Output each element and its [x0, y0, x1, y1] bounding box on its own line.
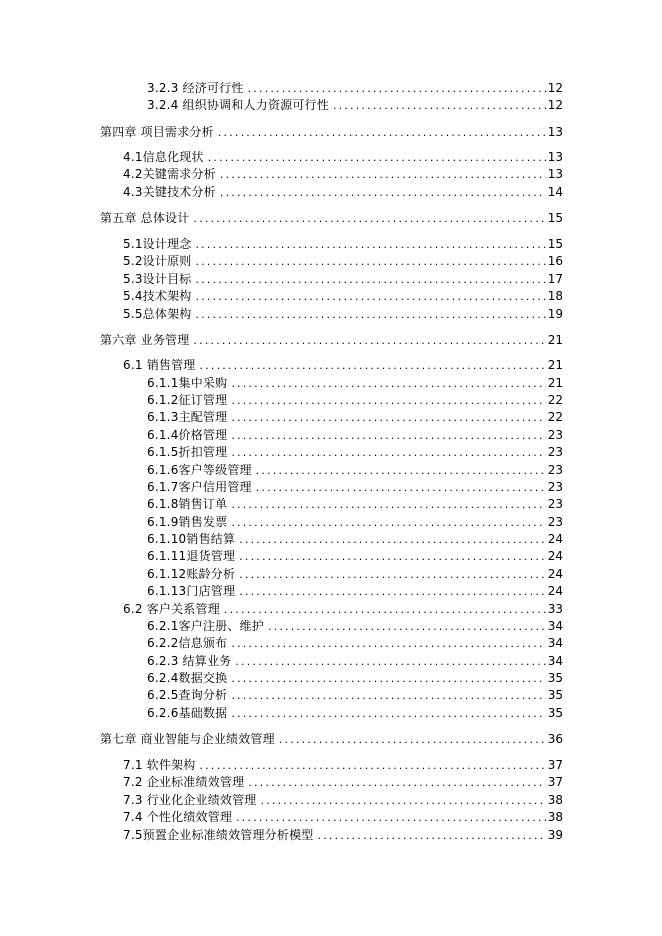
toc-entry-title: 6.2.3 结算业务 — [147, 654, 232, 668]
toc-page-number: 13 — [547, 150, 563, 164]
dot-leader — [318, 828, 546, 844]
toc-entry-title: 第五章 总体设计 — [100, 211, 190, 225]
dot-leader — [193, 333, 545, 349]
toc-entry[interactable] — [100, 332, 563, 348]
toc-entry[interactable] — [123, 357, 563, 373]
toc-entry[interactable] — [147, 635, 563, 651]
toc-entry[interactable] — [147, 548, 563, 564]
toc-entry-title: 6.1.11退货管理 — [147, 549, 236, 563]
toc-entry[interactable] — [147, 514, 563, 530]
toc-entry-title: 7.3 行业化企业绩效管理 — [123, 793, 257, 807]
toc-entry-title: 4.3关键技术分析 — [123, 185, 216, 199]
dot-leader — [236, 810, 546, 826]
toc-entry-title: 6.1.1集中采购 — [147, 376, 228, 390]
toc-page-number: 38 — [547, 793, 563, 807]
toc-entry[interactable] — [123, 306, 563, 322]
toc-entry-title: 5.3设计目标 — [123, 272, 192, 286]
dot-leader — [195, 254, 545, 270]
toc-entry[interactable] — [123, 774, 563, 790]
toc-entry-title: 4.1信息化现状 — [123, 150, 204, 164]
dot-leader — [231, 671, 545, 687]
toc-entry-title: 5.1设计理念 — [123, 237, 192, 251]
toc-entry[interactable] — [147, 687, 563, 703]
dot-leader — [200, 758, 546, 774]
toc-page-number: 35 — [547, 688, 563, 702]
dot-leader — [268, 619, 546, 635]
toc-page-number: 23 — [547, 428, 563, 442]
toc-entry-title: 3.2.3 经济可行性 — [147, 81, 244, 95]
toc-entry-title: 6.1.5折扣管理 — [147, 445, 228, 459]
toc-page-number: 22 — [547, 410, 563, 424]
toc-entry[interactable] — [147, 80, 563, 96]
toc-entry[interactable] — [100, 731, 563, 747]
toc-page-number: 24 — [547, 584, 563, 598]
toc-entry-title: 3.2.4 组织协调和人力资源可行性 — [147, 98, 329, 112]
toc-entry[interactable] — [147, 531, 563, 547]
dot-leader — [195, 272, 545, 288]
toc-page-number: 18 — [547, 289, 563, 303]
toc-entry-title: 6.1.2征订管理 — [147, 393, 228, 407]
dot-leader — [279, 732, 546, 748]
dot-leader — [248, 775, 545, 791]
toc-entry[interactable] — [123, 253, 563, 269]
toc-page-number: 23 — [547, 445, 563, 459]
toc-entry[interactable] — [123, 757, 563, 773]
toc-entry[interactable] — [100, 210, 563, 226]
toc-entry-title: 6.1.13门店管理 — [147, 584, 236, 598]
dot-leader — [333, 98, 546, 114]
dot-leader — [248, 81, 546, 97]
dot-leader — [193, 211, 545, 227]
toc-entry[interactable] — [147, 479, 563, 495]
toc-entry-title: 5.4技术架构 — [123, 289, 192, 303]
toc-page-number: 33 — [547, 602, 563, 616]
toc-entry-title: 5.5总体架构 — [123, 307, 192, 321]
toc-page-number: 34 — [547, 619, 563, 633]
toc-entry[interactable] — [147, 392, 563, 408]
toc-entry-title: 6.1.10销售结算 — [147, 532, 236, 546]
toc-entry-title: 第四章 项目需求分析 — [100, 125, 214, 139]
toc-entry-title: 6.2 客户关系管理 — [123, 602, 220, 616]
dot-leader — [231, 688, 545, 704]
toc-entry-title: 6.1.7客户信用管理 — [147, 480, 252, 494]
toc-page-number: 35 — [547, 671, 563, 685]
toc-entry[interactable] — [123, 792, 563, 808]
toc-entry-title: 第六章 业务管理 — [100, 333, 190, 347]
toc-page-number: 37 — [547, 758, 563, 772]
dot-leader — [195, 237, 545, 253]
toc-entry[interactable] — [147, 496, 563, 512]
toc-page-number: 36 — [547, 732, 563, 746]
toc-entry-title: 6.2.5查询分析 — [147, 688, 228, 702]
toc-entry-title: 7.4 个性化绩效管理 — [123, 810, 233, 824]
toc-entry[interactable] — [147, 618, 563, 634]
dot-leader — [231, 497, 545, 513]
toc-page-number: 15 — [547, 237, 563, 251]
dot-leader — [231, 706, 545, 722]
toc-entry[interactable] — [147, 427, 563, 443]
toc-entry[interactable] — [147, 444, 563, 460]
toc-entry-title: 6.2.2信息颁布 — [147, 636, 228, 650]
toc-entry[interactable] — [123, 236, 563, 252]
toc-page-number: 16 — [547, 254, 563, 268]
toc-entry-title: 5.2设计原则 — [123, 254, 192, 268]
toc-entry-title: 6.1.4价格管理 — [147, 428, 228, 442]
dot-leader — [218, 125, 546, 141]
toc-page-number: 13 — [547, 167, 563, 181]
dot-leader — [231, 376, 545, 392]
toc-page-number: 35 — [547, 706, 563, 720]
dot-leader — [256, 463, 546, 479]
toc-page-number: 22 — [547, 393, 563, 407]
toc-page-number: 23 — [547, 515, 563, 529]
toc-entry-title: 6.1.3主配管理 — [147, 410, 228, 424]
toc-entry[interactable] — [147, 583, 563, 599]
toc-entry[interactable] — [123, 809, 563, 825]
toc-page-number: 21 — [547, 376, 563, 390]
toc-entry[interactable] — [147, 653, 563, 669]
toc-entry[interactable] — [147, 670, 563, 686]
dot-leader — [208, 150, 546, 166]
toc-entry[interactable] — [123, 184, 563, 200]
toc-entry[interactable] — [147, 462, 563, 478]
toc-entry[interactable] — [147, 705, 563, 721]
toc-entry-title: 第七章 商业智能与企业绩效管理 — [100, 732, 275, 746]
toc-entry[interactable] — [147, 375, 563, 391]
toc-entry-title: 4.2关键需求分析 — [123, 167, 216, 181]
toc-page-number: 17 — [547, 272, 563, 286]
toc-page-number: 24 — [547, 549, 563, 563]
dot-leader — [220, 185, 546, 201]
dot-leader — [224, 602, 546, 618]
toc-page-number: 23 — [547, 480, 563, 494]
toc-entry[interactable] — [123, 166, 563, 182]
toc-page-number: 12 — [547, 81, 563, 95]
toc-entry-title: 6.1 销售管理 — [123, 358, 196, 372]
dot-leader — [231, 636, 545, 652]
dot-leader — [220, 167, 546, 183]
toc-page-number: 38 — [547, 810, 563, 824]
toc-entry[interactable] — [123, 601, 563, 617]
toc-entry-title: 6.1.6客户等级管理 — [147, 463, 252, 477]
dot-leader — [195, 307, 545, 323]
toc-page-number: 37 — [547, 775, 563, 789]
toc-entry[interactable] — [123, 827, 563, 843]
toc-page-number: 14 — [547, 185, 563, 199]
toc-page-number: 21 — [547, 358, 563, 372]
toc-entry[interactable] — [123, 271, 563, 287]
toc-page-number: 34 — [547, 636, 563, 650]
dot-leader — [261, 793, 546, 809]
toc-entry-title: 6.1.8销售订单 — [147, 497, 228, 511]
toc-page-number: 23 — [547, 463, 563, 477]
dot-leader — [195, 289, 545, 305]
toc-entry-title: 7.5预置企业标准绩效管理分析模型 — [123, 828, 314, 842]
toc-entry[interactable] — [100, 124, 563, 140]
dot-leader — [239, 549, 546, 565]
toc-page-number: 34 — [547, 654, 563, 668]
dot-leader — [239, 532, 546, 548]
dot-leader — [235, 654, 545, 670]
toc-entry-title: 6.2.4数据交换 — [147, 671, 228, 685]
toc-entry-title: 7.2 企业标准绩效管理 — [123, 775, 245, 789]
dot-leader — [231, 410, 545, 426]
dot-leader — [231, 515, 545, 531]
toc-page-number: 12 — [547, 98, 563, 112]
dot-leader — [231, 393, 545, 409]
dot-leader — [200, 358, 546, 374]
toc-entry-title: 6.1.12账龄分析 — [147, 567, 236, 581]
dot-leader — [256, 480, 546, 496]
toc-entry[interactable] — [123, 149, 563, 165]
toc-entry-title: 6.1.9销售发票 — [147, 515, 228, 529]
toc-entry[interactable] — [147, 409, 563, 425]
dot-leader — [231, 428, 545, 444]
dot-leader — [239, 584, 546, 600]
toc-entry[interactable] — [147, 566, 563, 582]
toc-entry-title: 6.2.1客户注册、维护 — [147, 619, 264, 633]
toc-page-number: 15 — [547, 211, 563, 225]
toc-page-number: 21 — [547, 333, 563, 347]
toc-entry[interactable] — [123, 288, 563, 304]
toc-page-number: 23 — [547, 497, 563, 511]
toc-page-number: 13 — [547, 125, 563, 139]
toc-entry-title: 6.2.6基础数据 — [147, 706, 228, 720]
toc-page-number: 19 — [547, 307, 563, 321]
toc-page-number: 24 — [547, 567, 563, 581]
toc-page-number: 39 — [547, 828, 563, 842]
toc-page-number: 24 — [547, 532, 563, 546]
toc-entry[interactable] — [147, 97, 563, 113]
dot-leader — [231, 445, 545, 461]
toc-entry-title: 7.1 软件架构 — [123, 758, 196, 772]
dot-leader — [239, 567, 546, 583]
